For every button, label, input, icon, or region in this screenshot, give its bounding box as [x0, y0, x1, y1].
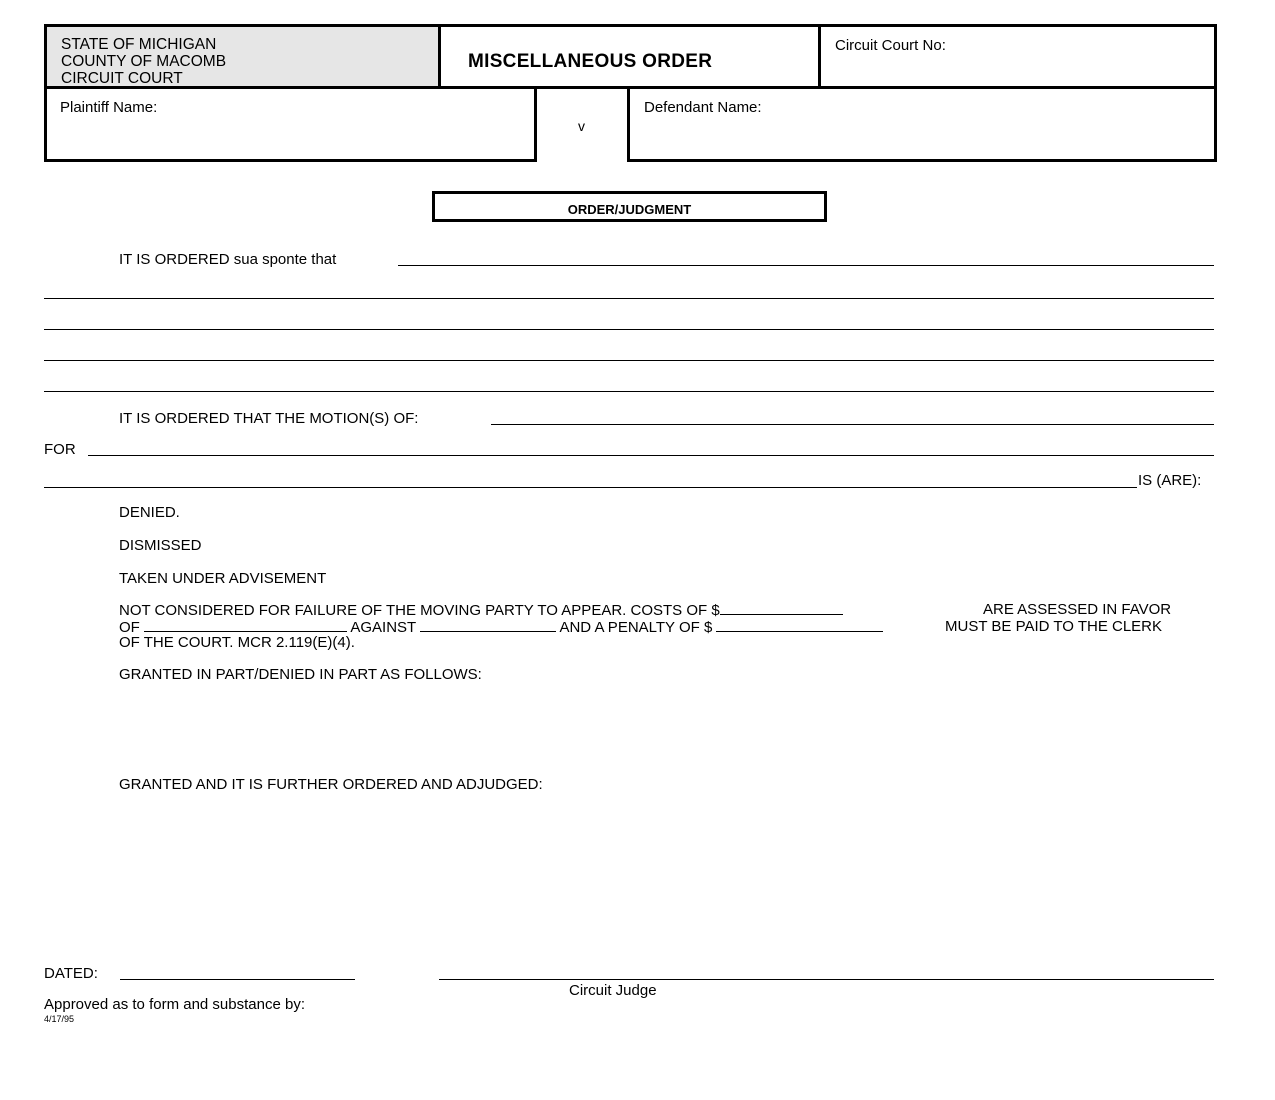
costs-amount-field[interactable]: [720, 601, 843, 615]
sua-sponte-line-1[interactable]: [398, 265, 1214, 266]
court-line: CIRCUIT COURT: [61, 70, 183, 87]
form-revision-date: 4/17/95: [44, 1014, 75, 1024]
court-header: [44, 24, 441, 89]
versus-box: [534, 86, 631, 162]
judge-signature-line[interactable]: [439, 979, 1214, 980]
state-line: STATE OF MICHIGAN: [61, 36, 217, 53]
not-considered-text-2c: AND A PENALTY OF $: [559, 619, 713, 636]
option-granted-further: GRANTED AND IT IS FURTHER ORDERED AND ADJUDGED:: [119, 776, 543, 793]
in-favor-of-field[interactable]: [144, 618, 347, 632]
defendant-label: Defendant Name:: [644, 99, 762, 116]
not-considered-text-2a: OF: [119, 619, 140, 636]
not-considered-text-1b: ARE ASSESSED IN FAVOR: [983, 601, 1172, 618]
dated-line[interactable]: [120, 979, 355, 980]
order-judgment-title: ORDER/JUDGMENT: [567, 202, 692, 217]
not-considered-text-2d: MUST BE PAID TO THE CLERK: [945, 618, 1163, 635]
motion-of-line[interactable]: [491, 424, 1214, 425]
sua-sponte-line-4[interactable]: [44, 360, 1214, 361]
defendant-box[interactable]: [627, 86, 1217, 162]
sua-sponte-line-3[interactable]: [44, 329, 1214, 330]
for-line[interactable]: [88, 455, 1214, 456]
not-considered-line-3: OF THE COURT. MCR 2.119(E)(4).: [119, 634, 355, 651]
form-title: MISCELLANEOUS ORDER: [468, 51, 713, 72]
versus-label: v: [578, 118, 585, 134]
sua-sponte-text: IT IS ORDERED sua sponte that: [119, 251, 337, 268]
for-text: FOR: [44, 441, 76, 458]
form-title-box: [438, 24, 821, 89]
sua-sponte-line-2[interactable]: [44, 298, 1214, 299]
not-considered-line-1: [119, 601, 843, 619]
not-considered-text-2b: AGAINST: [350, 619, 416, 636]
not-considered-text-1a: NOT CONSIDERED FOR FAILURE OF THE MOVING PARTY TO APPEAR. COSTS OF $: [119, 602, 720, 619]
is-are-line[interactable]: [44, 487, 1137, 488]
option-advisement: TAKEN UNDER ADVISEMENT: [119, 570, 327, 587]
order-judgment-title-box: [432, 191, 827, 222]
is-are-text: IS (ARE):: [1138, 472, 1202, 489]
case-number-label: Circuit Court No:: [835, 37, 946, 54]
circuit-judge-label: Circuit Judge: [569, 982, 657, 999]
motion-of-text: IT IS ORDERED THAT THE MOTION(S) OF:: [119, 410, 419, 427]
case-number-box[interactable]: [818, 24, 1217, 89]
option-dismissed: DISMISSED: [119, 537, 202, 554]
plaintiff-box[interactable]: [44, 86, 537, 162]
dated-label: DATED:: [44, 965, 98, 982]
county-line: COUNTY OF MACOMB: [61, 53, 227, 70]
option-granted-in-part: GRANTED IN PART/DENIED IN PART AS FOLLOWS:: [119, 666, 482, 683]
option-denied: DENIED.: [119, 504, 180, 521]
sua-sponte-line-5[interactable]: [44, 391, 1214, 392]
against-field[interactable]: [420, 618, 556, 632]
approved-label: Approved as to form and substance by:: [44, 996, 305, 1013]
plaintiff-label: Plaintiff Name:: [60, 99, 158, 116]
penalty-amount-field[interactable]: [716, 618, 883, 632]
